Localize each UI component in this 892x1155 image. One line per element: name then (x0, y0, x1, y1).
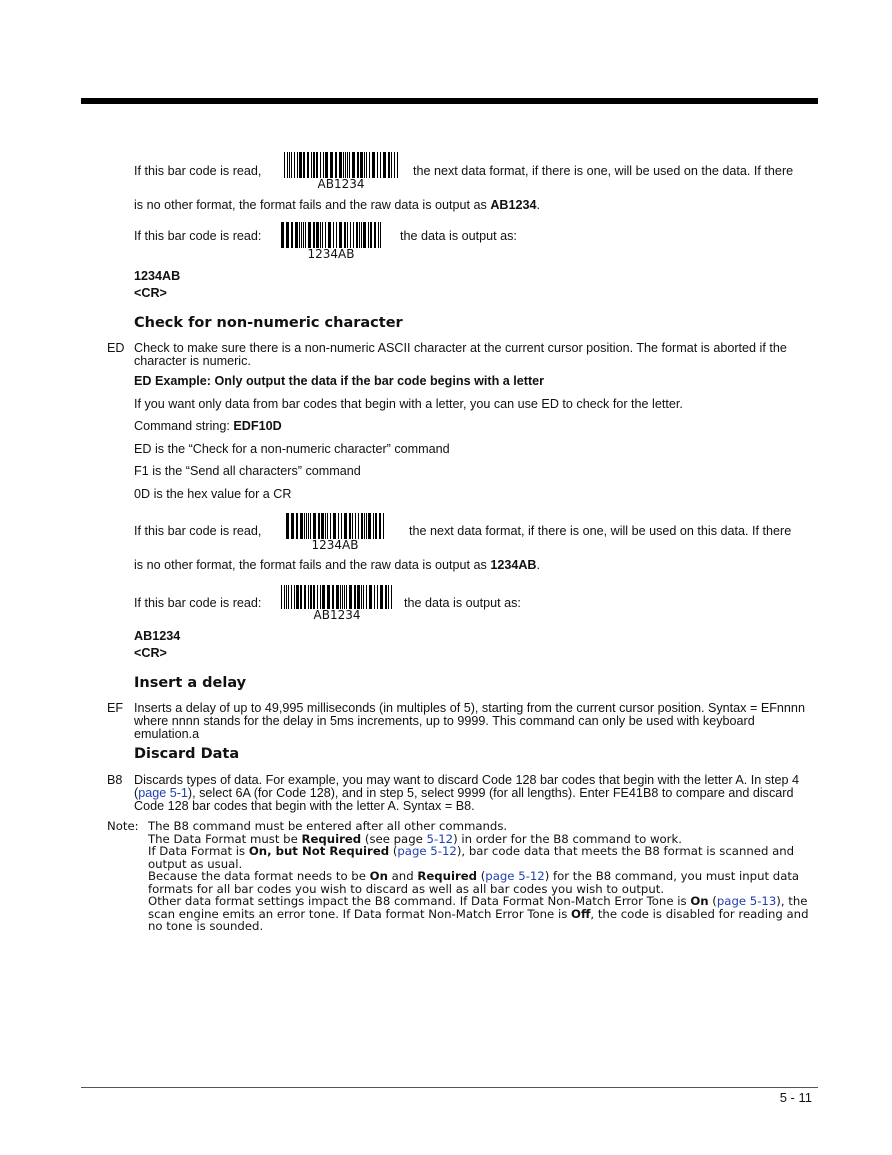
note-line-5: Other data format settings impact the B8 command. If Data Format Non-Match Error Tone is On (page 5-13), the scan engine emits an error tone. If Data format Non-Match Error Tone is Off, the code is disabled for reading and no tone is sounded. (148, 894, 809, 933)
header-rule (81, 98, 818, 104)
link-page-5-12[interactable]: 5-12 (426, 831, 454, 846)
intro-read-text-1: If this bar code is read, (134, 164, 262, 178)
heading-insert-delay: Insert a delay (134, 675, 247, 691)
footer-rule (81, 1087, 818, 1088)
barcode-label: 1234AB (311, 538, 359, 552)
ed-line-3: ED is the “Check for a non-numeric character” command (134, 442, 450, 456)
barcode-1234ab-2 (284, 513, 386, 551)
intro-output-value: 1234AB (134, 269, 181, 283)
intro-output-cr: <CR> (134, 286, 167, 300)
link-page-5-12[interactable]: page 5-12 (485, 869, 545, 883)
ed-description: Check to make sure there is a non-numeric ASCII character at the current cursor position. The format is aborted if the character is numeric. (134, 341, 787, 368)
intro-read-text-2: If this bar code is read: (134, 229, 262, 243)
ed-next-format-text: the next data format, if there is one, will be used on this data. If there (409, 524, 792, 538)
ed-line-5: 0D is the hex value for a CR (134, 487, 292, 501)
page-number: 5 - 11 (779, 1090, 812, 1105)
barcode-label: AB1234 (317, 177, 365, 191)
ed-output-cr: <CR> (134, 646, 167, 660)
ed-raw-output-text: is no other format, the format fails and the raw data is output as 1234AB. (134, 558, 541, 572)
command-code-ef: EF (107, 701, 124, 715)
link-page-5-12[interactable]: page 5-12 (397, 844, 457, 858)
ed-example-title: ED Example: Only output the data if the bar code begins with a letter (134, 374, 545, 388)
barcode-bars (284, 513, 386, 539)
link-page-5-1[interactable]: page 5-1 (138, 786, 188, 800)
command-code-ed: ED (107, 341, 125, 355)
barcode-bars (282, 152, 400, 178)
ed-line-1: If you want only data from bar codes that begin with a letter, you can use ED to check for the letter. (134, 397, 683, 411)
note-body (148, 820, 814, 933)
heading-check-non-numeric: Check for non-numeric character (134, 315, 403, 331)
ed-output-as-text: the data is output as: (404, 596, 521, 610)
barcode-bars (279, 222, 383, 248)
note-line-4: Because the data format needs to be On and Required (page 5-12) for the B8 command, you must input data formats for all bar codes you wish to discard as well as all bar codes you wish to output. (148, 869, 800, 896)
note-label: Note: (107, 819, 139, 833)
ed-line-4: F1 is the “Send all characters” command (134, 464, 361, 478)
command-code-b8: B8 (107, 773, 123, 787)
barcode-label: AB1234 (313, 608, 361, 622)
intro-raw-output-text: is no other format, the format fails and the raw data is output as AB1234. (134, 198, 541, 212)
intro-output-as-text: the data is output as: (400, 229, 517, 243)
ed-read-text-2: If this bar code is read: (134, 596, 262, 610)
barcode-ab1234 (282, 152, 400, 190)
ef-description: Inserts a delay of up to 49,995 milliseconds (in multiples of 5), starting from the current cursor position. Syntax = EFnnnn where nnnn stands for the delay in 5ms increments, up to 9999. This command can only be used with keyboard emulation.a (134, 701, 805, 741)
b8-description: Discards types of data. For example, you may want to discard Code 128 bar codes that begin with the letter A. In step 4 (page 5-1), select 6A (for Code 128), and in step 5, select 9999 (for all lengths). Enter FE41B8 to compare and discard Code 128 bar codes that begin with the letter A. Syntax = B8. (134, 773, 800, 813)
note-line-2: The Data Format must be Required (see page 5-12) in order for the B8 command to work. (148, 831, 682, 846)
barcode-1234ab (279, 222, 383, 260)
note-line-1: The B8 command must be entered after all other commands. (148, 819, 508, 833)
note-line-3: If Data Format is On, but Not Required (page 5-12), bar code data that meets the B8 format is scanned and output as usual. (148, 844, 795, 871)
barcode-ab1234-2 (279, 585, 395, 621)
barcode-label: 1234AB (307, 247, 355, 261)
heading-discard-data: Discard Data (134, 746, 240, 762)
ed-command-string: Command string: EDF10D (134, 419, 282, 433)
intro-next-format-text: the next data format, if there is one, will be used on the data. If there (413, 164, 794, 178)
ed-read-text-1: If this bar code is read, (134, 524, 262, 538)
ed-output-value: AB1234 (134, 629, 181, 643)
barcode-bars (279, 585, 395, 609)
link-page-5-13[interactable]: page 5-13 (716, 894, 777, 908)
